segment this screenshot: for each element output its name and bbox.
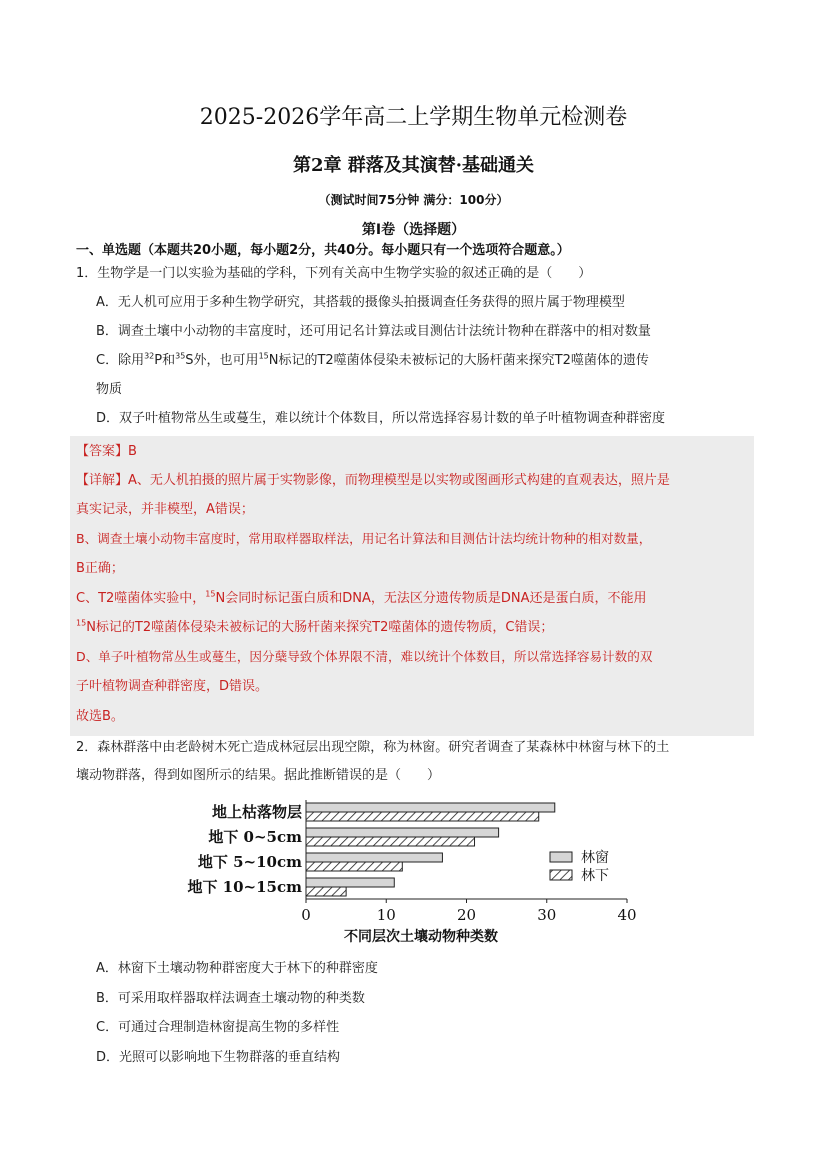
x-tick-label-3: 30 bbox=[537, 906, 557, 924]
question-1-option-c[interactable] bbox=[96, 349, 649, 368]
explain-text-6: N标记的T2噬菌体侵染未被标记的大肠杆菌来探究T2噬菌体的遗传物质，C错误； bbox=[86, 620, 554, 635]
option-c-sup-15: 15 bbox=[258, 351, 269, 361]
explain-line-7: D、单子叶植物常丛生或蔓生，因分蘖导致个体界限不清，难以统计个体数目，所以常选择容易计数的双 bbox=[76, 649, 653, 664]
explain-line-9: 故选B。 bbox=[76, 709, 124, 724]
category-label-2: 地下 5~10cm bbox=[197, 853, 302, 871]
bar-linchuang-1 bbox=[306, 828, 499, 837]
x-tick-label-1: 10 bbox=[376, 906, 396, 924]
explain-sup-15b: 15 bbox=[76, 618, 87, 628]
chapter-subtitle: 第2章 群落及其演替·基础通关 bbox=[292, 155, 535, 176]
explain-line-3: B、调查土壤小动物丰富度时，常用取样器取样法，用记名计算法和目测估计法均统计物种的相对数量， bbox=[76, 531, 652, 546]
question-2-option-c[interactable]: C．可通过合理制造林窗提高生物的多样性 bbox=[96, 1020, 340, 1035]
explain-sup-15a: 15 bbox=[205, 589, 216, 599]
question-2-stem-line-2: 壤动物群落，得到如图所示的结果。据此推断错误的是（ ） bbox=[76, 768, 441, 783]
bar-linchuang-0 bbox=[306, 803, 555, 812]
option-c-sup-32: 32 bbox=[144, 351, 155, 361]
explain-text-5a: C、T2噬菌体实验中， bbox=[76, 591, 206, 606]
bar-linxia-0 bbox=[306, 812, 539, 821]
question-1-option-a[interactable]: A．无人机可应用于多种生物学研究，其搭载的摄像头拍摄调查任务获得的照片属于物理模型 bbox=[96, 295, 625, 310]
section-heading: 一、单选题（本题共20小题，每小题2分，共40分。每小题只有一个选项符合题意。） bbox=[76, 243, 570, 258]
bar-linxia-2 bbox=[306, 862, 402, 871]
volume-heading: 第Ⅰ卷（选择题） bbox=[361, 222, 466, 238]
explain-line-5 bbox=[76, 587, 646, 606]
explain-label: 【详解】 bbox=[76, 473, 129, 488]
category-label-0: 地上枯落物层 bbox=[211, 803, 302, 821]
question-1-stem: 1．生物学是一门以实验为基础的学科，下列有关高中生物学实验的叙述正确的是（ ） bbox=[76, 266, 592, 281]
category-label-3: 地下 10~15cm bbox=[187, 878, 302, 896]
legend-swatch-1 bbox=[550, 870, 572, 880]
explain-line-6 bbox=[76, 616, 553, 635]
bar-linxia-3 bbox=[306, 887, 346, 896]
x-axis-label: 不同层次土壤动物种类数 bbox=[344, 929, 498, 945]
bar-linchuang-2 bbox=[306, 853, 442, 862]
option-c-sup-35: 35 bbox=[175, 351, 186, 361]
bar-linchuang-3 bbox=[306, 878, 394, 887]
option-c-text-4: N标记的T2噬菌体侵染未被标记的大肠杆菌来探究T2噬菌体的遗传 bbox=[268, 353, 649, 368]
option-c-text-2: P和 bbox=[154, 353, 176, 368]
option-c-text-1: C．除用 bbox=[96, 353, 145, 368]
x-tick-label-0: 0 bbox=[301, 906, 311, 924]
answer-line: 【答案】B bbox=[76, 444, 137, 459]
explain-text-5b: N会同时标记蛋白质和DNA，无法区分遗传物质是DNA还是蛋白质，不能用 bbox=[215, 591, 647, 606]
explain-line-1 bbox=[76, 469, 670, 488]
x-tick-label-4: 40 bbox=[617, 906, 637, 924]
bar-linxia-1 bbox=[306, 837, 475, 846]
question-1-option-d[interactable]: D．双子叶植物常丛生或蔓生，难以统计个体数目，所以常选择容易计数的单子叶植物调查种群密度 bbox=[96, 411, 666, 426]
question-1-option-c-cont: 物质 bbox=[96, 382, 123, 397]
question-2-option-d[interactable]: D．光照可以影响地下生物群落的垂直结构 bbox=[96, 1050, 341, 1065]
legend-swatch-0 bbox=[550, 852, 572, 862]
explain-text-1: A、无人机拍摄的照片属于实物影像，而物理模型是以实物或图画形式构建的直观表达，照片是 bbox=[128, 473, 670, 488]
explain-line-4: B正确； bbox=[76, 561, 124, 576]
explain-line-2: 真实记录，并非模型，A错误； bbox=[76, 502, 254, 517]
explain-line-8: 子叶植物调查种群密度，D错误。 bbox=[76, 679, 269, 694]
category-label-1: 地下 0~5cm bbox=[208, 828, 302, 846]
exam-title: 2025-2026学年高二上学期生物单元检测卷 bbox=[199, 105, 628, 130]
legend-label-0: 林窗 bbox=[581, 850, 609, 866]
question-2-option-a[interactable]: A．林窗下土壤动物种群密度大于林下的种群密度 bbox=[96, 961, 378, 976]
x-tick-label-2: 20 bbox=[456, 906, 477, 924]
legend-label-1: 林下 bbox=[581, 868, 609, 884]
question-2-stem-line-1: 2．森林群落中由老龄树木死亡造成林冠层出现空隙，称为林窗。研究者调查了某森林中林窗与林下的土 bbox=[76, 740, 670, 755]
test-info: （测试时间75分钟 满分：100分） bbox=[318, 193, 509, 207]
question-2-option-b[interactable]: B．可采用取样器取样法调查土壤动物的种类数 bbox=[96, 991, 365, 1006]
option-c-text-3: S外，也可用 bbox=[185, 353, 259, 368]
question-1-option-b[interactable]: B．调查土壤中小动物的丰富度时，还可用记名计算法或目测估计法统计物种在群落中的相对数量 bbox=[96, 324, 651, 339]
soil-animal-bar-chart bbox=[186, 795, 646, 947]
